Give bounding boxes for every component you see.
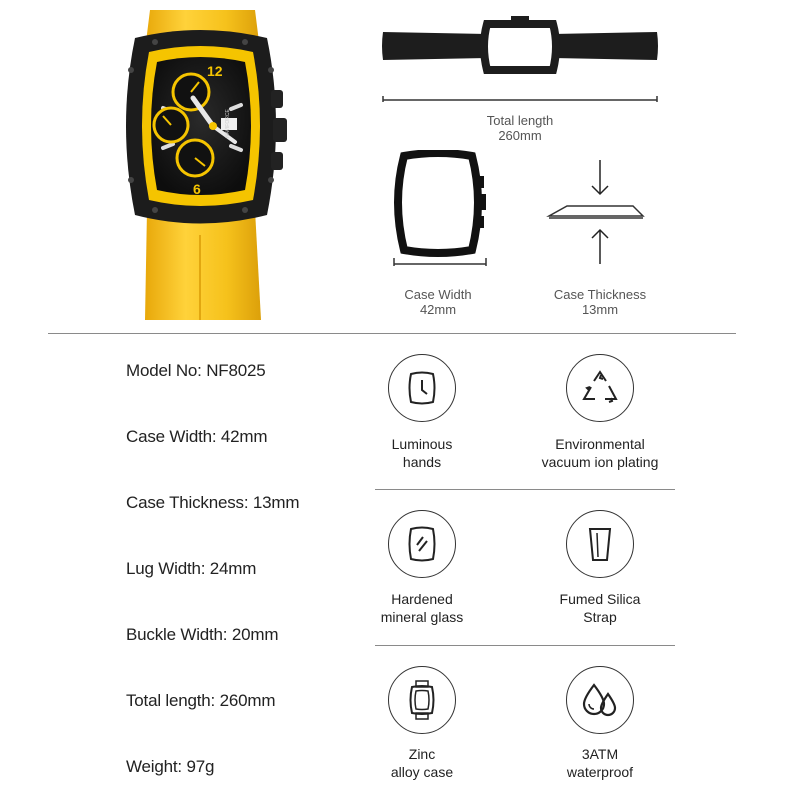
strap-icon xyxy=(566,510,634,578)
feature-waterproof: 3ATM waterproof xyxy=(566,746,634,780)
luminous-hands-icon xyxy=(388,354,456,422)
section-divider xyxy=(48,333,736,334)
spec-lug-width: Lug Width: 24mm xyxy=(126,559,257,578)
spec-weight: Weight: 97g xyxy=(126,757,215,776)
water-drops-icon xyxy=(566,666,634,734)
spec-case-width: Case Width: 42mm xyxy=(126,427,268,446)
watch-illustration xyxy=(95,10,305,320)
feature-divider-2 xyxy=(375,645,675,646)
spec-model-no: Model No: NF8025 xyxy=(126,361,266,380)
total-length-label: Total length 260mm xyxy=(486,113,554,143)
case-profile-icon xyxy=(549,206,643,216)
case-thickness-diagram xyxy=(545,160,655,268)
svg-text:6: 6 xyxy=(193,181,201,197)
glass-icon xyxy=(388,510,456,578)
subdial-bottom xyxy=(177,140,213,176)
dial-brand-text: NAVIFORCE xyxy=(225,109,231,138)
strap-outline-icon xyxy=(382,32,658,60)
spec-case-thickness: Case Thickness: 13mm xyxy=(126,493,300,512)
subdial-left xyxy=(154,108,188,142)
subdial-top xyxy=(173,74,209,110)
recycle-icon xyxy=(566,354,634,422)
feature-divider-1 xyxy=(375,489,675,490)
case-width-diagram xyxy=(390,150,490,268)
feature-luminous-hands: Luminous hands xyxy=(391,436,453,470)
case-width-label: Case Width 42mm xyxy=(404,287,472,317)
spec-buckle-width: Buckle Width: 20mm xyxy=(126,625,279,644)
spec-total-length: Total length: 260mm xyxy=(126,691,276,710)
watch-image xyxy=(95,10,305,320)
case-thickness-label: Case Thickness 13mm xyxy=(553,287,647,317)
strap-diagram xyxy=(375,12,665,102)
svg-text:12: 12 xyxy=(207,63,223,79)
case-outline-icon xyxy=(398,153,478,253)
feature-mineral-glass: Hardened mineral glass xyxy=(380,591,464,625)
feature-ion-plating: Environmental vacuum ion plating xyxy=(541,436,659,470)
feature-alloy-case: Zinc alloy case xyxy=(390,746,454,780)
lower-strap xyxy=(145,210,261,320)
feature-silica-strap: Fumed Silica Strap xyxy=(559,591,641,625)
case-icon xyxy=(388,666,456,734)
